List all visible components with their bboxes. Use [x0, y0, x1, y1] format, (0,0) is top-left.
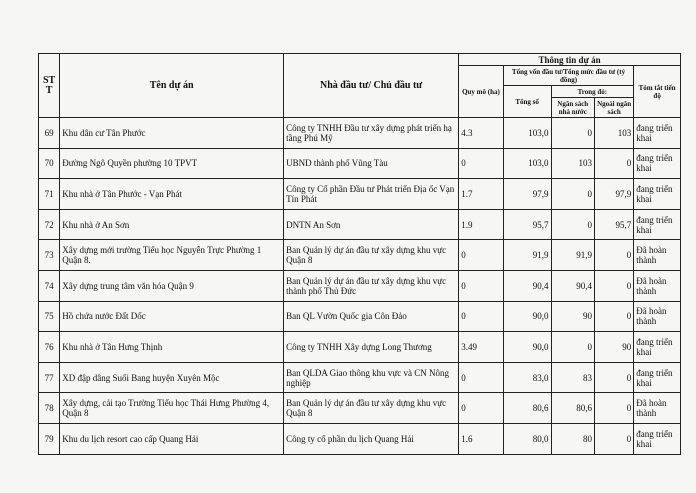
row-stt: 76 — [39, 332, 60, 363]
row-non-state-budget: 103 — [595, 118, 634, 149]
header-tom-tat: Tóm tắt tiến độ — [634, 66, 681, 118]
table-row — [39, 209, 681, 240]
row-non-state-budget: 0 — [595, 270, 634, 301]
row-stt: 78 — [39, 393, 60, 424]
row-scale: 0 — [459, 362, 504, 393]
row-progress: Đã hoàn thành — [634, 270, 681, 301]
row-investor: UBND thành phố Vũng Tàu — [284, 148, 459, 179]
row-scale: 1.7 — [459, 179, 504, 210]
header-stt: ST T — [39, 54, 60, 118]
row-scale: 0 — [459, 270, 504, 301]
row-state-budget: 91,9 — [551, 240, 595, 271]
row-stt: 71 — [39, 179, 60, 210]
row-state-budget: 90,4 — [551, 270, 595, 301]
row-non-state-budget: 0 — [595, 148, 634, 179]
row-investor: Ban QLDA Giao thông khu vực và CN Nông nghiệp — [284, 362, 459, 393]
row-project-name: Đường Ngô Quyền phường 10 TPVT — [60, 148, 284, 179]
table-row — [39, 362, 681, 393]
row-total-capital: 95,7 — [503, 209, 551, 240]
row-scale: 1.9 — [459, 209, 504, 240]
table-row — [39, 118, 681, 149]
row-scale: 0 — [459, 393, 504, 424]
table-row — [39, 393, 681, 424]
row-progress: đang triển khai — [634, 362, 681, 393]
row-scale: 0 — [459, 240, 504, 271]
row-stt: 70 — [39, 148, 60, 179]
row-stt: 73 — [39, 240, 60, 271]
row-investor: Ban Quản lý dự án đầu tư xây dựng khu vực Quận 8 — [284, 393, 459, 424]
row-total-capital: 91,9 — [503, 240, 551, 271]
header-ngan-sach: Ngân sách nhà nước — [551, 98, 595, 118]
row-total-capital: 103,0 — [503, 148, 551, 179]
row-scale: 4.3 — [459, 118, 504, 149]
header-tong-von: Tổng vốn đầu tư/Tổng mức đầu tư (tỷ đồng) — [503, 66, 634, 86]
row-investor: Ban Quản lý dự án đầu tư xây dựng khu vực thành phố Thủ Đức — [284, 270, 459, 301]
header-trong-do: Trong đó: — [551, 86, 634, 98]
row-progress: đang triển khai — [634, 118, 681, 149]
row-state-budget: 0 — [551, 209, 595, 240]
row-total-capital: 80,0 — [503, 423, 551, 454]
row-stt: 77 — [39, 362, 60, 393]
row-total-capital: 90,0 — [503, 332, 551, 363]
table-row — [39, 179, 681, 210]
row-project-name: Hồ chứa nước Đất Dốc — [60, 301, 284, 332]
row-non-state-budget: 0 — [595, 301, 634, 332]
row-project-name: Khu du lịch resort cao cấp Quang Hải — [60, 423, 284, 454]
row-total-capital: 97,9 — [503, 179, 551, 210]
row-scale: 0 — [459, 301, 504, 332]
table-row — [39, 240, 681, 271]
table-row — [39, 148, 681, 179]
header-ngoai-ngan-sach: Ngoài ngân sách — [595, 98, 634, 118]
row-progress: đang triển khai — [634, 148, 681, 179]
row-total-capital: 103,0 — [503, 118, 551, 149]
row-non-state-budget: 0 — [595, 362, 634, 393]
row-investor: Ban QL Vườn Quốc gia Côn Đảo — [284, 301, 459, 332]
row-state-budget: 90 — [551, 301, 595, 332]
row-investor: Công ty Cổ phần Đầu tư Phát triển Địa ốc Vạn Tín Phát — [284, 179, 459, 210]
header-quy-mo: Quy mô (ha) — [459, 66, 504, 118]
row-progress: đang triển khai — [634, 209, 681, 240]
row-investor: Công ty cổ phần du lịch Quang Hải — [284, 423, 459, 454]
row-state-budget: 83 — [551, 362, 595, 393]
row-stt: 79 — [39, 423, 60, 454]
row-total-capital: 83,0 — [503, 362, 551, 393]
row-stt: 75 — [39, 301, 60, 332]
row-investor: Công ty TNHH Đầu tư xây dựng phát triển hạ tầng Phú Mỹ — [284, 118, 459, 149]
row-scale: 1.6 — [459, 423, 504, 454]
row-project-name: Xây dựng mới trường Tiểu học Nguyễn Trực Phường 1 Quận 8. — [60, 240, 284, 271]
header-tong-so: Tổng số — [503, 86, 551, 118]
row-progress: Đã hoàn thành — [634, 301, 681, 332]
row-project-name: Khu nhà ở An Sơn — [60, 209, 284, 240]
row-state-budget: 80,6 — [551, 393, 595, 424]
row-investor: Ban Quản lý dự án đầu tư xây dựng khu vực Quận 8 — [284, 240, 459, 271]
row-progress: Đã hoàn thành — [634, 240, 681, 271]
row-progress: đang triển khai — [634, 332, 681, 363]
project-table — [38, 53, 681, 455]
table-row — [39, 423, 681, 454]
row-project-name: Khu nhà ở Tân Hưng Thịnh — [60, 332, 284, 363]
row-total-capital: 90,0 — [503, 301, 551, 332]
row-progress: đang triển khai — [634, 423, 681, 454]
row-non-state-budget: 0 — [595, 423, 634, 454]
row-scale: 3.49 — [459, 332, 504, 363]
row-state-budget: 80 — [551, 423, 595, 454]
row-state-budget: 103 — [551, 148, 595, 179]
row-project-name: Xây dựng trung tâm văn hóa Quận 9 — [60, 270, 284, 301]
row-non-state-budget: 0 — [595, 393, 634, 424]
header-nha-dau-tu: Nhà đầu tư/ Chủ đầu tư — [284, 54, 459, 118]
row-project-name: XD đập dâng Suối Bang huyện Xuyên Mộc — [60, 362, 284, 393]
row-progress: đang triển khai — [634, 179, 681, 210]
table-row — [39, 270, 681, 301]
row-state-budget: 0 — [551, 179, 595, 210]
row-stt: 69 — [39, 118, 60, 149]
row-scale: 0 — [459, 148, 504, 179]
row-project-name: Khu dân cư Tân Phước — [60, 118, 284, 149]
row-stt: 72 — [39, 209, 60, 240]
row-total-capital: 90,4 — [503, 270, 551, 301]
header-thong-tin: Thông tin dự án — [459, 54, 681, 66]
row-project-name: Xây dựng, cải tạo Trường Tiểu học Thái Hưng Phường 4, Quận 8 — [60, 393, 284, 424]
row-project-name: Khu nhà ở Tân Phước - Vạn Phát — [60, 179, 284, 210]
row-investor: Công ty TNHH Xây dựng Long Thương — [284, 332, 459, 363]
row-non-state-budget: 0 — [595, 240, 634, 271]
row-non-state-budget: 95,7 — [595, 209, 634, 240]
row-state-budget: 0 — [551, 332, 595, 363]
row-progress: Đã hoàn thành — [634, 393, 681, 424]
row-non-state-budget: 90 — [595, 332, 634, 363]
header-ten-du-an: Tên dự án — [60, 54, 284, 118]
row-total-capital: 80,6 — [503, 393, 551, 424]
row-non-state-budget: 97,9 — [595, 179, 634, 210]
row-stt: 74 — [39, 270, 60, 301]
row-state-budget: 0 — [551, 118, 595, 149]
table-row — [39, 332, 681, 363]
table-row — [39, 301, 681, 332]
row-investor: DNTN An Sơn — [284, 209, 459, 240]
